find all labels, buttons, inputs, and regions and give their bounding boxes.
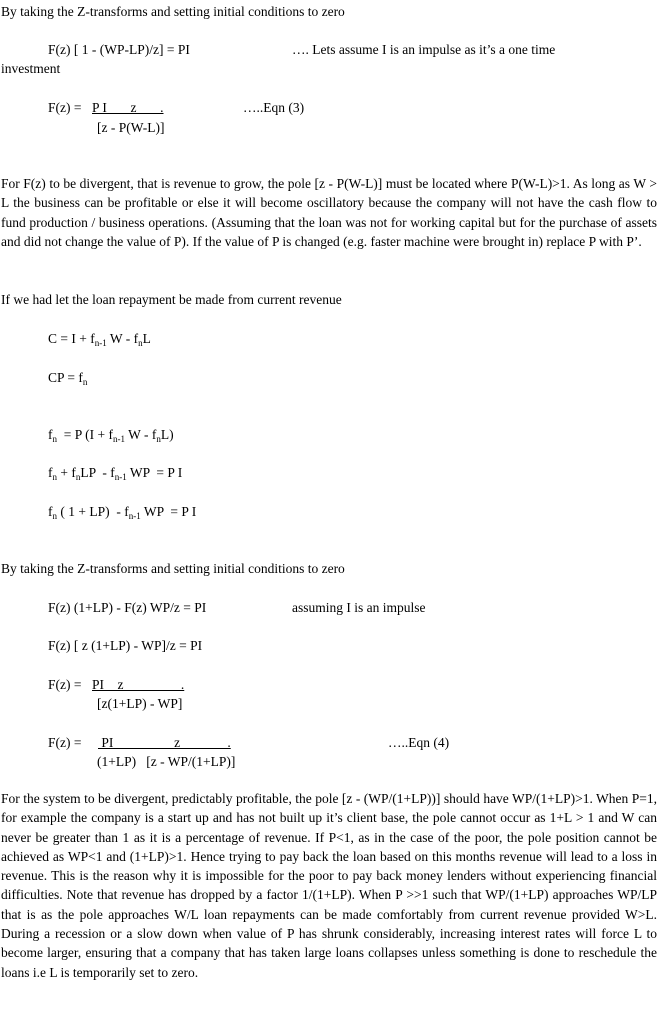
equation-c: $C = I + f_{n-1}$ W - $f_nL$ — [48, 331, 151, 348]
equation-note-1: …. Lets assume I is an impulse as it’s a one time — [292, 42, 556, 57]
equation-cp: CP = $f_n$ — [48, 370, 88, 387]
eqn4-label: …..Eqn (4) — [388, 735, 450, 750]
eqn3-numerator: P I z . — [92, 100, 164, 115]
intro-text-2: By taking the Z-transforms and setting initial conditions to zero — [1, 561, 345, 576]
paragraph-divergence-analysis: For the system to be divergent, predictably profitable, the pole [z - (WP/(1+LP))] should have WP/(1+LP)>1. When P=1, for example the company is a start up and has not built up it’s client base, the pole cannot occur as 1+L > 1 and W can never be greater than 1 as it is a percentage of revenue. If P<1, as in the case of the poor, the pole position cannot be achieved as WP<1 and (1+LP)>1. Hence trying to pay back the loan based on this months revenue will lead to a loss in revenue. This is the reason why it is impossible for the poor to pay back money lenders without experiencing financial difficulties. Note that revenue has dropped by a factor 1/(1+LP). When P >>1 such that WP/(1+LP) approaches WP/LP that is as the pole approaches W/L loan repayments can be made comfortably from current revenue provided W>L. During a recession or a slow down when value of P has shrunk considerably, increasing interest rates will force L to become larger, ensuring that a company that has taken large loans collapses unless something is done to reschedule the loans i.e L is temporarily set to zero. — [1, 791, 657, 980]
eqn4-numerator: PI z . — [98, 735, 231, 750]
eqn4-lhs: F(z) = — [48, 735, 82, 750]
paragraph-pole-condition: For F(z) to be divergent, that is revenue to grow, the pole [z - P(W-L)] must be located where P(W-L)>1. As long as W > L the business can be profitable or else it will become oscillatory because the company will not have the cash flow to fund production / business operations. (Assuming that the loan was not for working capital but for the purchase of assets and did not change the value of P). If the value of P is changed (e.g. faster machine were brought in) replace P with P’. — [1, 176, 657, 249]
paragraph-loan-repayment: If we had let the loan repayment be made from current revenue — [1, 292, 342, 307]
equation-transform-3: F(z) [ z (1+LP) - WP]/z = PI — [48, 638, 203, 653]
eqn4-denominator: (1+LP) [z - WP/(1+LP)] — [97, 754, 236, 769]
equation-note-1-continued: investment — [1, 61, 61, 76]
equation-fn-1: $f_n = P$ ($I + f_{n-1}$ W - $f_nL$) — [48, 427, 174, 444]
equation-note-2: assuming I is an impulse — [292, 600, 426, 615]
eqn-fz-numerator: PI z . — [92, 677, 185, 692]
eqn3-denominator: [z - P(W-L)] — [97, 120, 165, 135]
equation-transform-2: F(z) (1+LP) - F(z) WP/z = PI — [48, 600, 207, 615]
eqn-fz-denominator: [z(1+LP) - WP] — [97, 696, 183, 711]
equation-fn-2: $f_n + f_nLP - f_{n-1}$ WP = P I — [48, 465, 183, 482]
eqn3-lhs: F(z) = — [48, 100, 82, 115]
eqn-fz-lhs: F(z) = — [48, 677, 82, 692]
equation-transform-1: F(z) [ 1 - (WP-LP)/z] = PI — [48, 42, 190, 57]
equation-fn-3: $f_n$ ( $1 + LP) - f_{n-1}$ WP = P I — [48, 504, 197, 521]
intro-text-1: By taking the Z-transforms and setting initial conditions to zero — [1, 4, 345, 19]
eqn3-label: …..Eqn (3) — [243, 100, 305, 115]
